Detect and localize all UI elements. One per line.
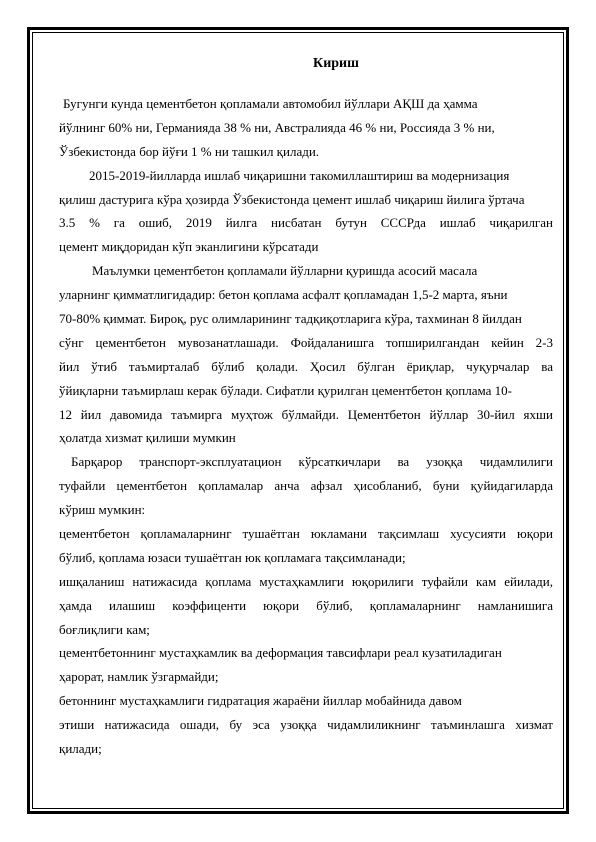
text-line: кўриш мумкин: (59, 502, 146, 518)
text-line: йўлнинг 60% ни, Германияда 38 % ни, Австралияда 46 % ни, Россияда 3 % ни, (59, 119, 495, 135)
text-line: Ўзбекистонда бор йўғи 1 % ни ташкил қилади. (59, 143, 320, 159)
text-line: қилади; (59, 741, 102, 757)
text-line: ўйиқларни таъмирлаш керак бўлади. Сифатли қурилган цементбетон қоплама 10- (59, 382, 512, 398)
text-line: ҳарорат, намлик ўзгармайди; (59, 669, 219, 685)
text-line: Барқарор транспорт-эксплуатацион кўрсаткичлари ва узоққа чидамлилиги (71, 454, 553, 470)
text-line: цементбетоннинг мустаҳкамлик ва деформация тавсифлари реал кузатиладиган (59, 645, 502, 661)
text-line: йил ўтиб таъмирталаб бўлиб қолади. Ҳосил бўлган ёриқлар, чуқурчалар ва (59, 358, 553, 374)
text-line: ҳолатда хизмат қилиши мумкин (59, 430, 236, 446)
text-line: Маълумки цементбетон қопламали йўлларни қуришда асосий масала (92, 263, 478, 279)
text-line: этиши натижасида ошади, бу эса узоққа чидамлиликнинг таъминлашга хизмат (59, 717, 553, 733)
text-line: ишқаланиш натижасида қоплама мустаҳкамлиги юқорилиги туфайли кам ейилади, (59, 573, 553, 589)
text-line: 3.5 % га ошиб, 2019 йилга нисбатан бутун СССРда ишлаб чиқарилган (59, 215, 553, 231)
text-line: туфайли цементбетон қопламалар анча афзал ҳисобланиб, буни қуйидагиларда (59, 478, 553, 494)
text-line: 70-80% қиммат. Бироқ, рус олимларининг тадқиқотларига кўра, тахминан 8 йилдан (59, 311, 522, 327)
text-line: бетоннинг мустаҳкамлиги гидратация жараёни йиллар мобайнида давом (59, 693, 462, 709)
text-line: цементбетон қопламаларнинг тушаётган юкламани тақсимлаш хусусияти юқори (59, 526, 553, 542)
text-line: боғлиқлиги кам; (59, 621, 150, 637)
text-line: ҳамда илашиш коэффиценти юқори бўлиб, қопламаларнинг намланишига (59, 597, 553, 613)
document-body (59, 54, 553, 761)
text-line: сўнг цементбетон мувозанатлашади. Фойдаланишга топширилгандан кейин 2-3 (59, 334, 553, 350)
page-title: Кириш (313, 56, 359, 71)
text-line: 12 йил давомида таъмирга муҳтож бўлмайди. Цементбетон йўллар 30-йил яхши (59, 406, 553, 422)
text-line: уларнинг қимматлигидадир: бетон қоплама асфалт қопламадан 1,5-2 марта, яъни (59, 287, 508, 303)
text-line: бўлиб, қоплама юзаси тушаётган юк қопламага тақсимланади; (59, 549, 406, 565)
text-line: қилиш дастурига кўра ҳозирда Ўзбекистонда цемент ишлаб чиқариш йилига ўртача (59, 191, 525, 207)
text-line: Бугунги кунда цементбетон қопламали автомобил йўллари АҚШ да ҳамма (63, 96, 478, 111)
text-line: 2015-2019-йилларда ишлаб чиқаришни такомиллаштириш ва модернизация (89, 167, 510, 183)
text-line: цемент миқдоридан кўп эканлигини кўрсатади (59, 239, 319, 255)
